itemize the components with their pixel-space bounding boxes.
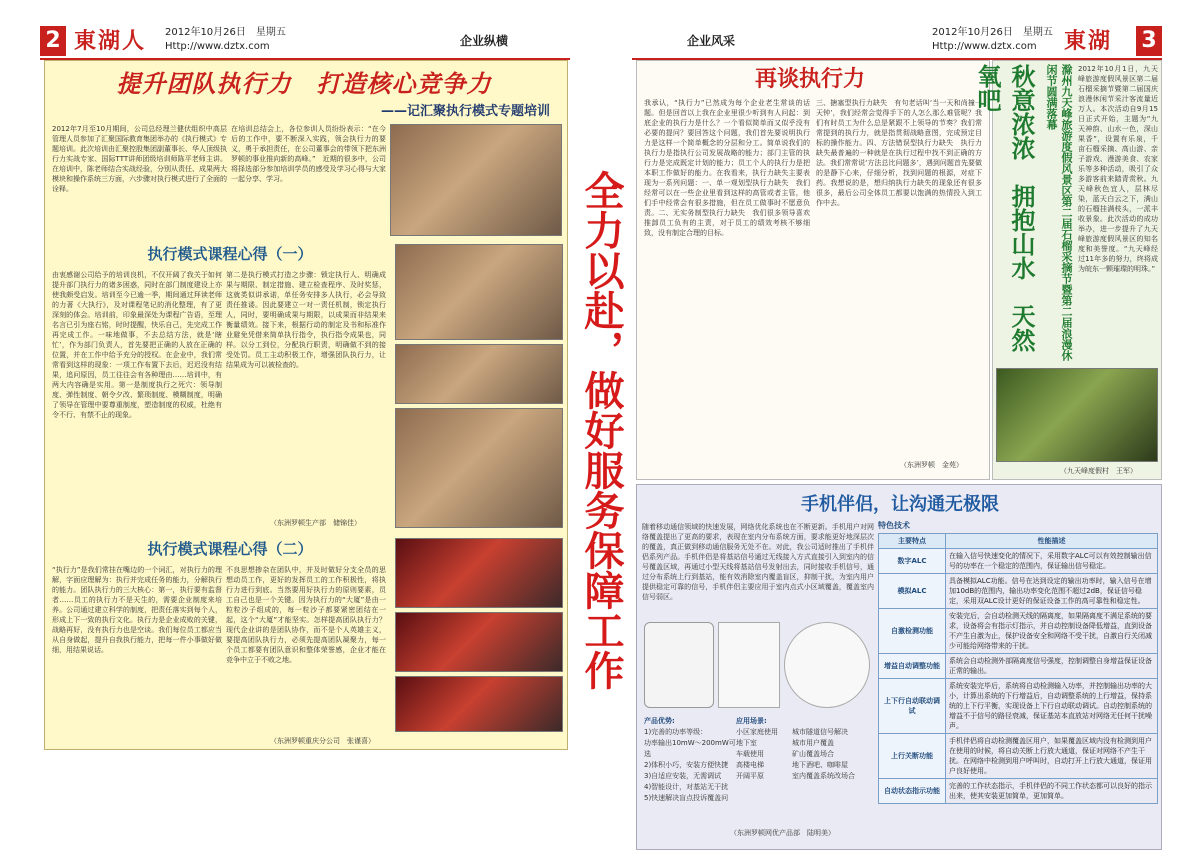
app-item: 地下酒吧、咖啡屋 — [792, 761, 848, 769]
part1-text2: 第二是执行模式打造之步骤：锁定执行人、明确成果与期限、制定措施、建立检查程序、及时奖惩，这就类似讲承诺，单任务安排多人执行，必会导致责任推诿。因此要建立一对一责任机制，锁定执行人，同时，要明确成果与期限，以成果而非结果来衡量绩效。接下来，根据行动的制定及书和标准作业避免凭借来简单执行指令，执行指令成果也，同样。以分工到位，分配执行职责，明确做不到的接受处罚。员工主动积极工作，增强团队执行力，让结果成为可以被检查的。 — [226, 271, 386, 369]
product-image-repeater — [644, 622, 714, 708]
autumn-photo — [996, 368, 1158, 462]
feature-item: 5)快速解决盲点投诉覆盖问 — [644, 794, 729, 802]
spec-feature: 数字ALC — [879, 549, 946, 574]
autumn-subtitle: 滁州九天峰旅游度假风景区第二届石榴采摘节暨第二届浪漫休闲节圆满落幕 — [1045, 64, 1073, 361]
spec-desc: 手机伴侣将自动检测覆盖区用户，如果覆盖区域内没有检测到用户在使用的时候，将自动关断上行放大通道，保证对网络不产生干扰。在网络中检测到用户呼叫时，自动打开上行放大通道，保证用户良好使用。 — [946, 734, 1158, 779]
spec-feature: 模拟ALC — [879, 574, 946, 609]
app-item: 室内覆盖系统改场合 — [792, 772, 855, 780]
app-item: 小区家庭使用 — [736, 728, 778, 736]
table-row — [879, 609, 1158, 654]
right-section-title: 企业风采 — [687, 34, 736, 48]
feature-item: 4)智能设计，对基站无干扰 — [644, 783, 729, 791]
spec-feature: 自动状态指示功能 — [879, 779, 946, 804]
spec-feature: 自激检测功能 — [879, 609, 946, 654]
left-page-number: 2 — [40, 26, 66, 56]
product-image-cable — [784, 622, 870, 708]
table-row — [879, 734, 1158, 779]
spec-table — [878, 533, 1158, 804]
intro-text: 2012年7月至10月期间，公司总经理兰健伏组织中高层管理人员参加了汇聚国际教育集团举办的《执行模式》专题培训。此次培训由汇聚控股集团副董事长、华人顶级执行力实战专家、国际TTT讲师团级培训师陈平老师主讲。在培训中，陈老师结合实战经验，分别从责任、成果两大模块和操作系统三方面，六步骤对执行模式进行了全面的诠释。 — [52, 125, 227, 193]
headline: 提升团队执行力 打造核心竞争力 — [116, 70, 492, 98]
app-item: 高楼电梯 — [736, 761, 764, 769]
part1-signature: （东洲罗顿生产部 储锦佳） — [270, 519, 361, 527]
table-row — [879, 574, 1158, 609]
article1-title: 再谈执行力 — [754, 67, 865, 92]
spec-table-title: 特色技术 — [878, 521, 910, 530]
training-photo-6 — [395, 676, 563, 732]
part2-title: 执行模式课程心得（二） — [147, 540, 313, 558]
feature-item: 3)自适应安装，无需调试 — [644, 772, 722, 780]
table-row — [879, 679, 1158, 734]
app-item: 城市用户覆盖 — [792, 739, 834, 747]
article1-col1: 我承认，“执行力”已然成为每个企业老生常谈的话题。但是回首以上我在企业里很少听到有人问起：到底企业的执行力是什么？一个看似简单而又似乎没有必要的提问？要回答这个问题，我们首先要说明执行力是这样一个简单概念的分层和分工。简单说我们的执行力是指执行公司发展战略的能力；部门主管的执行力是完成既定计划的能力；员工个人的执行力是把本职工作做好的能力。在我看来，执行力缺失主要表现为一系列问题：一、单一观划型执行力缺失 我们经常可以在一些企业里看到这样的高管或者主管，他们手中经常会有很多措施，但在员工做事时不愿意负责。二、无实务制型执行力缺失 我们很多领导喜欢推卸员工负有的主责，对于员工的绩效考核不够细致，没有制定合理的目标。 — [644, 99, 810, 237]
intro-text-col2: 在培训总结会上，各位参训人员纷纷表示：“在今后的工作中，要不断深入实践，领会执行力的要义，勇于承担责任，在公司董事会的带领下把东洲罗顿的事业推向新的高峰。” 近期的很多中，公司将择选部分参加培训学员的感受及学习心得与大家一起分享、学习。 — [231, 125, 386, 183]
training-photo-5 — [395, 612, 563, 672]
spec-header-desc: 性能描述 — [946, 534, 1158, 549]
features-title: 产品优势: — [644, 717, 675, 725]
article2-signature: （东洲罗顿网优产品部 陆明美） — [730, 829, 835, 837]
left-logo: 東湖人 — [74, 28, 147, 54]
training-photo-2 — [395, 344, 563, 404]
part2-text: “执行力”是我们常挂在嘴边的一个词汇，对执行力的理解，字面应理解为：执行并完成任务的能力，分解执行的能力。团队执行力的三大核心：第一，执行要有监督者……员工的执行力不是天生的，需要企业制度来培养。公司通过建立科学的制度，把责任落实到每个人，形成上下一致的执行文化。执行力是企业成败的关键，战略再好，没有执行力也是空谈。我们每位员工都应当从自身做起，提升自我执行能力，把每一件小事做好做细，用结果说话。 — [52, 566, 222, 654]
left-url[interactable]: Http://www.dztx.com — [165, 41, 270, 52]
part2-signature: （东洲罗顿重庆分公司 张谨喜） — [270, 737, 375, 745]
feature-item: 功率输出10mW～200mW可选 — [644, 739, 736, 758]
feature-item: 2)体积小巧，安装方便快捷 — [644, 761, 729, 769]
apps-list — [736, 716, 872, 826]
spec-desc: 具备模拟ALC功能。信号在达到设定的输出功率时，输入信号在增加10dB的范围内，输出功率变化范围不超过2dB，保证信号稳定，采用双ALC设计更好的保证设备工作的高可靠性和稳定性。 — [946, 574, 1158, 609]
app-item: 矿山覆盖场合 — [792, 750, 834, 758]
article2-intro: 随着移动通信领域的快速发展，网络优化系统也在不断更新。手机用户对网络覆盖提出了更高的要求，表现在室内分布系统方面，要求能更好地深层次的覆盖，真正做到移动通信服务无处不在。对此，我公司适时推出了手机伴侣系列产品。手机伴侣是将基站信号通过无线接入方式直接引入到室内的信号覆盖区域，再通过小型天线将基站信号发射出去，同时接收手机信号，通过分布系统上行到基站，能有效消除室内覆盖盲区，抑制干扰，为室内用户提供稳定可靠的信号，手机伴侣主要应用于室内点式小区域覆盖，覆盖室内信号弱区。 — [642, 523, 874, 601]
spec-desc: 系统会自动检测外部隔离度信号强度，控制调整自身增益保证设备正常的输出。 — [946, 654, 1158, 679]
autumn-caption: （九天峰度假村 王军） — [1060, 467, 1137, 475]
autumn-text: 2012年10月1日，九天峰旅游度假风景区第二届石榴采摘节暨第二届国庆浪漫休闲节采汁客流量近万人。本次活动自9月15日正式开始，主题为“九天神韵、山水一色，深山果香”，设置有乐泉，千亩石榴采摘、高山游、亲子游戏、漫游美食、农家乐等多种活动，吸引了众多游客前来踏青赏秋。九天峰秋色宜人，层林尽染，蓝天白云之下，满山的石榴挂满枝头，一派丰收景象。此次活动的成功举办，进一步提升了九天峰旅游度假风景区的知名度和美誉度。“九天峰经过11年多的努力，终将成为皖东一颗璀璨的明珠。” — [1078, 65, 1158, 273]
table-row — [879, 549, 1158, 574]
spec-feature: 上行关断功能 — [879, 734, 946, 779]
table-row — [879, 779, 1158, 804]
app-item: 地下室 — [736, 739, 757, 747]
app-item: 开阔平原 — [736, 772, 764, 780]
table-row — [879, 654, 1158, 679]
subheadline: ——记汇聚执行模式专题培训 — [380, 104, 550, 119]
right-page-header — [632, 22, 1162, 62]
training-photo-4 — [395, 538, 563, 608]
part1-text: 由衷感谢公司给予的培训良机，不仅开阔了我关于如何提升部门执行力的诸多困惑，同时在部门制度建设上亦使我颇受启发。培训至今已逾一季，期间通过拜读老师的力著《大执行》，及对课程笔记的消化整理，有了更深刻的体会。培训前，印象最深处为课程广告语，至理名言已引为座右铭，时时提醒，快乐自己，先完成工作再完成工作。一味地做事，不去总结方法，就是‘瞎忙’，作为部门负责人，首先要把正确的人放在正确的位置，并在工作中给予充分的授权。在企业中，我们常常看到这样的现象：一项工作布置下去后，迟迟没有结果，追问原因，员工往往会有各种理由……培训中，有两大内容确是实用。第一是制度执行之死穴：领导制度、弹性制度、朝令夕改、繁琐制度、模糊制度，明确了领导在管理中要尊重制度，塑造制度的权威，杜绝有令不行、有禁不止的现象。 — [52, 271, 222, 419]
part2-text2: 不良思想掺杂在团队中，并及时做好分支全员的思想动员工作，更好的发挥员工的工作积极性，将执行力进行到底。当然要用好执行力的原则要素，员工自己也是一个关键。因为执行力的“大厦”是由一粒粒沙子组成的，每一粒沙子都要紧密团结在一起，这个“大厦”才能坚实。怎样提高团队执行力？现代企业讲的是团队协作，而不是个人英雄主义，要提高团队执行力，必须先提高团队凝聚力，每一个员工都要有团队意识和整体荣誉感，企业才能在竞争中立于不败之地。 — [226, 566, 386, 664]
spec-desc: 在输入信号快速变化的情况下，采用数字ALC可以有效控制输出信号的功率在一个稳定的范围内，保证输出信号稳定。 — [946, 549, 1158, 574]
product-image-antenna — [718, 622, 780, 708]
left-date: 2012年10月26日 星期五 — [165, 27, 286, 38]
feature-item: 1)完善的功率等级： — [644, 728, 708, 736]
spec-desc: 完善的工作状态指示，手机伴侣的不同工作状态都可以良好的指示出来，使其安装更加简单，更加简单。 — [946, 779, 1158, 804]
spec-feature: 上下行自动联动调试 — [879, 679, 946, 734]
right-url[interactable]: Http://www.dztx.com — [932, 41, 1037, 52]
training-photo-1 — [395, 244, 563, 340]
group-photo — [390, 124, 562, 236]
spec-table-wrap — [878, 520, 1158, 846]
features-list — [644, 716, 736, 826]
spec-desc: 安装完后，会自动检测天线的隔离度，如果隔离度不满足系统的要求，设备将会有指示灯指示，并自动控制设备降低增益，直到设备不产生自激为止，保护设备安全和网络不受干扰，自激自行关闭减少可能给网络带来的干扰。 — [946, 609, 1158, 654]
training-photo-3 — [395, 408, 563, 528]
apps-title: 应用场景: — [736, 717, 767, 725]
autumn-title: 秋意浓浓 拥抱山水 天然氧吧 — [973, 64, 1035, 352]
right-page-number: 3 — [1136, 26, 1162, 56]
article1-signature: （东洲罗顿 金苑） — [900, 461, 963, 469]
app-item: 车载使用 — [736, 750, 764, 758]
spec-desc: 系统安装完毕后，系统将自动检测输入功率，并控制输出功率的大小，计算出系统的下行增益后，自动调整系统的上行增益，保持系统的上下行平衡，实现设备上下行自动联动调试。自动控制系统的增益不于信号的路径衰减，保证基站本直放站对网络无任何干扰噪声。 — [946, 679, 1158, 734]
part1-title: 执行模式课程心得（一） — [147, 245, 313, 263]
spec-header-feature: 主要特点 — [879, 534, 946, 549]
article1-col2: 三、搪塞型执行力缺失 有句老话叫‘当一天和尚撞一天钟’，我们经常会觉得手下的人怎么那么难管呢？我们有时员工为什么总是紧跟不上领导的节奏？我们常常提到的执行力，就是指贯彻战略意图，完成预定目标的操作能力。四、方法错误型执行力缺失 执行力缺失最普遍的一种就是在执行过程中找不到正确的方法。我们常常说‘方法总比问题多’，遇到问题首先要做的是静下心来，仔细分析，找到问题的根源，对症下药。我想说的是，想归纳执行力缺失的现象还有很多很多，最后公司全体员工都要以饱满的热情投入到工作中去。 — [816, 99, 982, 207]
app-item: 城市隧道信号解决 — [792, 728, 848, 736]
article2-title: 手机伴侣，让沟通无极限 — [801, 494, 999, 515]
right-date: 2012年10月26日 星期五 — [932, 27, 1053, 38]
right-logo: 東湖 — [1064, 28, 1113, 54]
left-section-title: 企业纵横 — [460, 34, 509, 48]
spec-feature: 增益自动调整功能 — [879, 654, 946, 679]
vertical-banner: 全力以赴，做好服务保障工作 — [578, 170, 624, 690]
